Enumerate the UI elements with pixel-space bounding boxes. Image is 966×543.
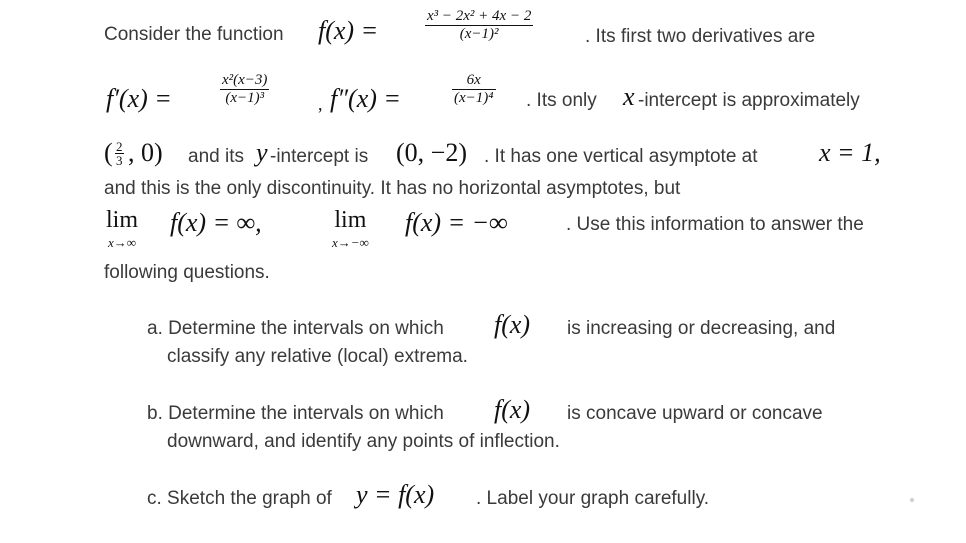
f-numerator: x³ − 2x² + 4x − 2 <box>425 8 533 26</box>
stray-dot <box>910 498 914 502</box>
first-derivative-lhs: f′(x) = <box>106 84 172 113</box>
x-intercept-open: ( <box>104 138 113 167</box>
y-intercept-var: y <box>256 138 268 167</box>
question-b-text-1: b. Determine the intervals on which <box>147 403 444 424</box>
second-derivative-numerator: 6x <box>452 72 496 90</box>
y-intercept-text-b: -intercept is <box>270 146 369 167</box>
comma: , <box>318 94 323 114</box>
question-b-text-3: downward, and identify any points of inflection. <box>167 431 560 452</box>
limit-positive-infinity <box>106 208 138 249</box>
limit-subscript: x→−∞ <box>332 235 369 250</box>
limit-negative-infinity <box>332 208 369 249</box>
x-intercept-fraction <box>115 140 124 167</box>
y-intercept-text-a: and its <box>188 146 244 167</box>
y-intercept-point: (0, −2) <box>396 138 467 167</box>
first-derivative-denominator: (x−1)³ <box>225 90 265 107</box>
vertical-asymptote-equation: x = 1, <box>819 138 881 167</box>
f-denominator: (x−1)² <box>459 26 499 43</box>
second-derivative-fraction <box>452 72 496 108</box>
derivatives-intro-text: . Its first two derivatives are <box>585 26 816 47</box>
second-derivative-denominator: (x−1)⁴ <box>454 90 494 107</box>
limit-trailing-text: . Use this information to answer the <box>566 214 864 235</box>
limit-word: lim <box>334 207 367 233</box>
x-intercept-close: , 0) <box>128 138 163 167</box>
limit-word: lim <box>106 207 139 233</box>
limit-negative-expression: f(x) = −∞ <box>405 208 508 237</box>
following-questions-text: following questions. <box>104 262 270 283</box>
first-derivative-numerator: x²(x−3) <box>220 72 269 90</box>
limit-positive-expression: f(x) = ∞, <box>170 208 262 237</box>
intro-text: Consider the function <box>104 24 284 45</box>
question-c-text-1: c. Sketch the graph of <box>147 488 332 509</box>
limit-subscript: x→∞ <box>107 235 137 250</box>
x-intercept-text-a: . Its only <box>526 90 597 111</box>
second-derivative-lhs: f″(x) = <box>330 84 401 113</box>
first-derivative-fraction <box>220 72 269 108</box>
question-b-math: f(x) <box>494 395 531 424</box>
x-intercept-var: x <box>623 82 635 111</box>
f-definition-fraction <box>425 8 533 44</box>
question-a-text-3: classify any relative (local) extrema. <box>167 346 468 367</box>
x-intercept-text-b: -intercept is approximately <box>638 90 860 111</box>
question-c-math: y = f(x) <box>356 480 435 509</box>
question-a-text-2: is increasing or decreasing, and <box>567 318 836 339</box>
question-c-text-2: . Label your graph carefully. <box>476 488 710 509</box>
question-b-text-2: is concave upward or concave <box>567 403 823 424</box>
vertical-asymptote-text: . It has one vertical asymptote at <box>484 146 758 167</box>
question-a-math: f(x) <box>494 310 531 339</box>
x-intercept-fraction-den: 3 <box>116 153 123 168</box>
x-intercept-fraction-num: 2 <box>116 139 123 154</box>
question-a-text-1: a. Determine the intervals on which <box>147 318 444 339</box>
f-definition-lhs: f(x) = <box>318 16 379 45</box>
discontinuity-text: and this is the only discontinuity. It has no horizontal asymptotes, but <box>104 178 681 199</box>
